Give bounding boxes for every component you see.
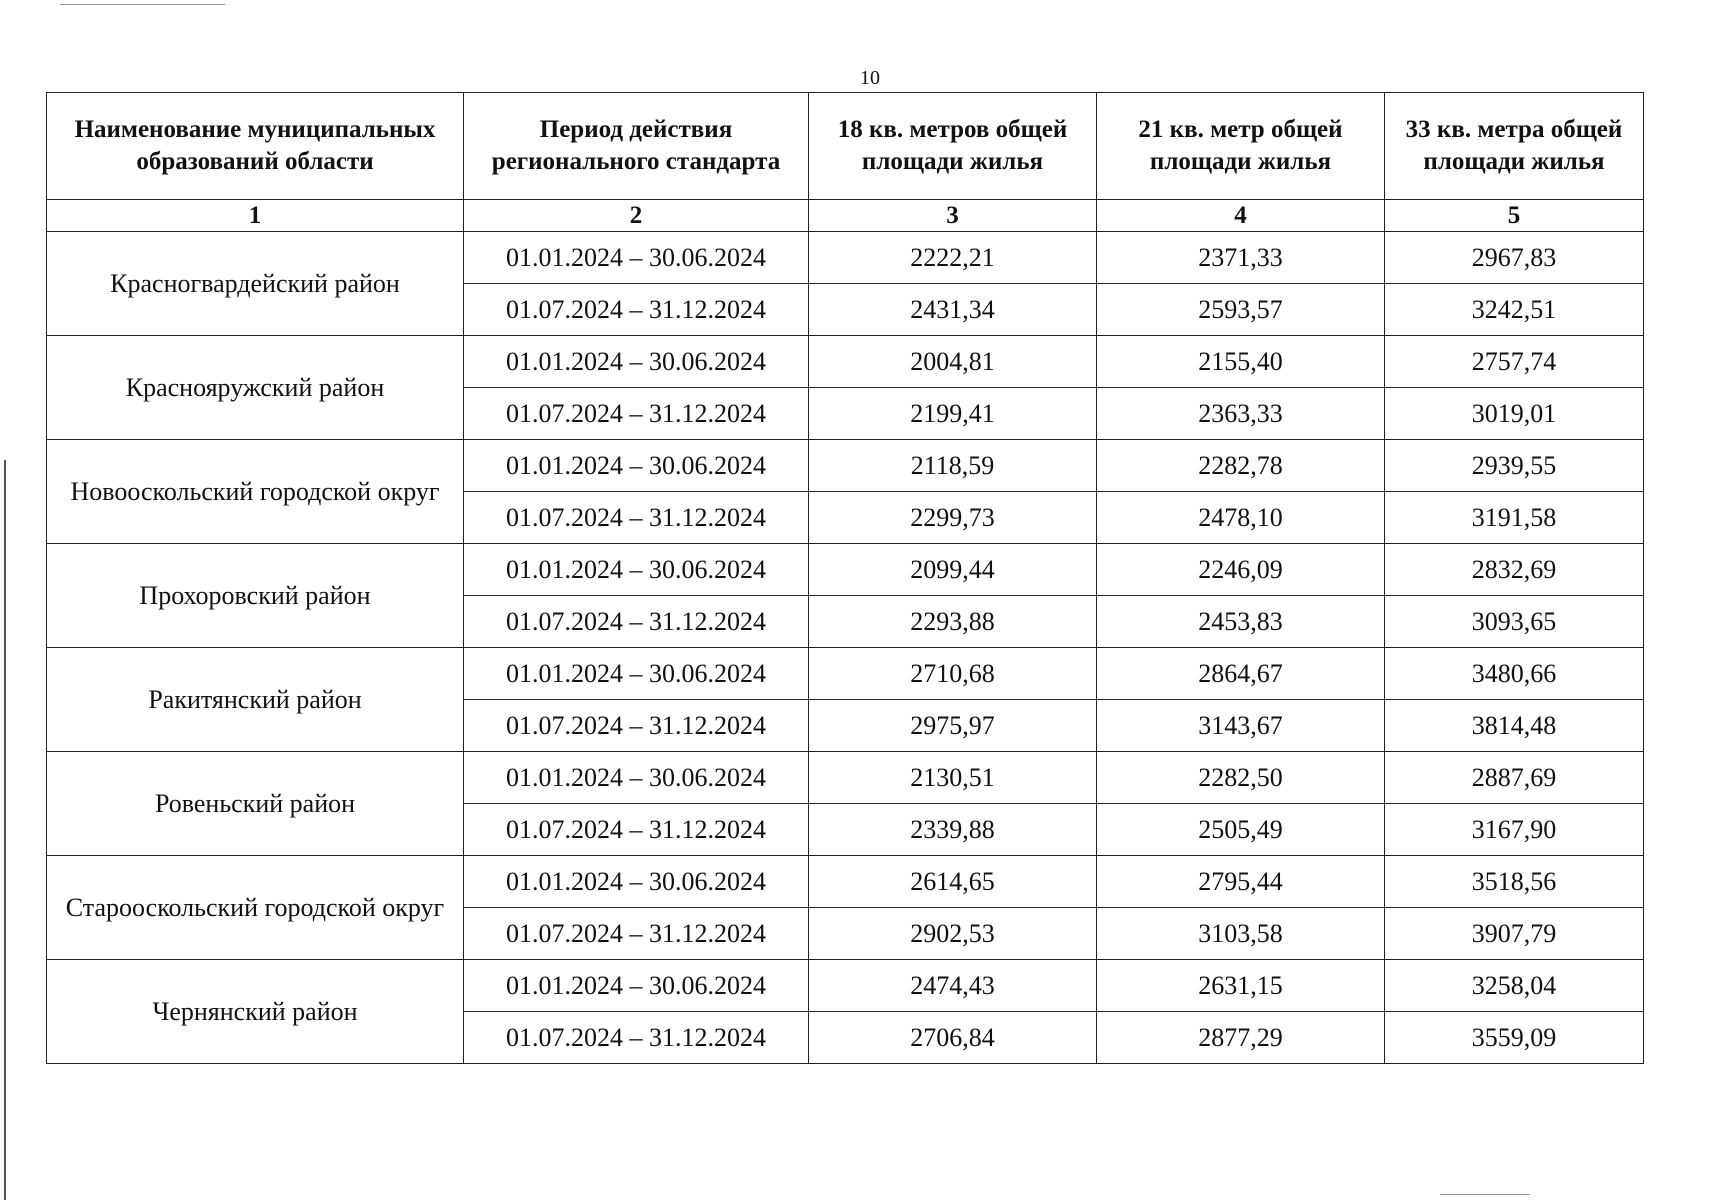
table-row bbox=[47, 544, 1644, 596]
municipality-name: Краснояружский район bbox=[47, 336, 464, 440]
header-33-sqm: 33 кв. метра общей площади жилья bbox=[1385, 93, 1644, 200]
table-row bbox=[47, 960, 1644, 1012]
period-cell: 01.01.2024 – 30.06.2024 bbox=[464, 440, 809, 492]
column-number: 4 bbox=[1097, 200, 1385, 232]
value-21-sqm: 2478,10 bbox=[1097, 492, 1385, 544]
value-21-sqm: 2505,49 bbox=[1097, 804, 1385, 856]
value-33-sqm: 2967,83 bbox=[1385, 232, 1644, 284]
value-33-sqm: 3559,09 bbox=[1385, 1012, 1644, 1064]
column-number: 5 bbox=[1385, 200, 1644, 232]
municipality-name: Прохоровский район bbox=[47, 544, 464, 648]
table-row bbox=[47, 648, 1644, 700]
value-21-sqm: 3103,58 bbox=[1097, 908, 1385, 960]
table-row bbox=[47, 232, 1644, 284]
period-cell: 01.01.2024 – 30.06.2024 bbox=[464, 544, 809, 596]
value-18-sqm: 2339,88 bbox=[809, 804, 1097, 856]
value-33-sqm: 2757,74 bbox=[1385, 336, 1644, 388]
column-number-row bbox=[47, 200, 1644, 232]
header-municipality: Наименование муниципальных образований области bbox=[47, 93, 464, 200]
value-18-sqm: 2099,44 bbox=[809, 544, 1097, 596]
value-21-sqm: 2282,78 bbox=[1097, 440, 1385, 492]
value-18-sqm: 2004,81 bbox=[809, 336, 1097, 388]
value-21-sqm: 2246,09 bbox=[1097, 544, 1385, 596]
value-33-sqm: 3907,79 bbox=[1385, 908, 1644, 960]
value-18-sqm: 2474,43 bbox=[809, 960, 1097, 1012]
value-18-sqm: 2222,21 bbox=[809, 232, 1097, 284]
period-cell: 01.07.2024 – 31.12.2024 bbox=[464, 908, 809, 960]
value-33-sqm: 3814,48 bbox=[1385, 700, 1644, 752]
municipality-name: Ракитянский район bbox=[47, 648, 464, 752]
period-cell: 01.01.2024 – 30.06.2024 bbox=[464, 336, 809, 388]
period-cell: 01.07.2024 – 31.12.2024 bbox=[464, 804, 809, 856]
value-33-sqm: 3167,90 bbox=[1385, 804, 1644, 856]
value-33-sqm: 3480,66 bbox=[1385, 648, 1644, 700]
value-21-sqm: 2282,50 bbox=[1097, 752, 1385, 804]
value-33-sqm: 2887,69 bbox=[1385, 752, 1644, 804]
period-cell: 01.01.2024 – 30.06.2024 bbox=[464, 232, 809, 284]
column-number: 3 bbox=[809, 200, 1097, 232]
table-row bbox=[47, 856, 1644, 908]
value-21-sqm: 2795,44 bbox=[1097, 856, 1385, 908]
period-cell: 01.01.2024 – 30.06.2024 bbox=[464, 752, 809, 804]
bottom-scan-rule bbox=[1440, 1194, 1530, 1195]
value-21-sqm: 2593,57 bbox=[1097, 284, 1385, 336]
period-cell: 01.01.2024 – 30.06.2024 bbox=[464, 856, 809, 908]
period-cell: 01.07.2024 – 31.12.2024 bbox=[464, 492, 809, 544]
table-row bbox=[47, 336, 1644, 388]
municipality-name: Старооскольский городской округ bbox=[47, 856, 464, 960]
value-33-sqm: 2832,69 bbox=[1385, 544, 1644, 596]
value-18-sqm: 2902,53 bbox=[809, 908, 1097, 960]
regional-standard-table bbox=[46, 92, 1644, 1064]
municipality-name: Ровеньский район bbox=[47, 752, 464, 856]
header-row bbox=[47, 93, 1644, 200]
table-row bbox=[47, 440, 1644, 492]
page-number: 10 bbox=[860, 67, 880, 89]
municipality-name: Новооскольский городской округ bbox=[47, 440, 464, 544]
value-33-sqm: 3191,58 bbox=[1385, 492, 1644, 544]
column-number: 2 bbox=[464, 200, 809, 232]
value-33-sqm: 3242,51 bbox=[1385, 284, 1644, 336]
value-18-sqm: 2130,51 bbox=[809, 752, 1097, 804]
value-18-sqm: 2199,41 bbox=[809, 388, 1097, 440]
header-18-sqm: 18 кв. метров общей площади жилья bbox=[809, 93, 1097, 200]
period-cell: 01.07.2024 – 31.12.2024 bbox=[464, 700, 809, 752]
header-period: Период действия регионального стандарта bbox=[464, 93, 809, 200]
value-33-sqm: 3518,56 bbox=[1385, 856, 1644, 908]
period-cell: 01.07.2024 – 31.12.2024 bbox=[464, 388, 809, 440]
value-21-sqm: 2631,15 bbox=[1097, 960, 1385, 1012]
period-cell: 01.01.2024 – 30.06.2024 bbox=[464, 960, 809, 1012]
value-21-sqm: 2864,67 bbox=[1097, 648, 1385, 700]
value-33-sqm: 3258,04 bbox=[1385, 960, 1644, 1012]
value-18-sqm: 2614,65 bbox=[809, 856, 1097, 908]
scan-margin-line bbox=[4, 460, 6, 1200]
table-row bbox=[47, 752, 1644, 804]
value-21-sqm: 2155,40 bbox=[1097, 336, 1385, 388]
municipality-name: Красногвардейский район bbox=[47, 232, 464, 336]
value-33-sqm: 3093,65 bbox=[1385, 596, 1644, 648]
value-21-sqm: 2877,29 bbox=[1097, 1012, 1385, 1064]
value-18-sqm: 2710,68 bbox=[809, 648, 1097, 700]
value-18-sqm: 2299,73 bbox=[809, 492, 1097, 544]
value-33-sqm: 2939,55 bbox=[1385, 440, 1644, 492]
period-cell: 01.07.2024 – 31.12.2024 bbox=[464, 596, 809, 648]
top-scan-rule bbox=[60, 4, 225, 5]
header-21-sqm: 21 кв. метр общей площади жилья bbox=[1097, 93, 1385, 200]
value-21-sqm: 2453,83 bbox=[1097, 596, 1385, 648]
value-18-sqm: 2293,88 bbox=[809, 596, 1097, 648]
value-21-sqm: 3143,67 bbox=[1097, 700, 1385, 752]
value-33-sqm: 3019,01 bbox=[1385, 388, 1644, 440]
value-18-sqm: 2431,34 bbox=[809, 284, 1097, 336]
value-18-sqm: 2975,97 bbox=[809, 700, 1097, 752]
period-cell: 01.07.2024 – 31.12.2024 bbox=[464, 1012, 809, 1064]
value-18-sqm: 2706,84 bbox=[809, 1012, 1097, 1064]
period-cell: 01.01.2024 – 30.06.2024 bbox=[464, 648, 809, 700]
column-number: 1 bbox=[47, 200, 464, 232]
value-21-sqm: 2371,33 bbox=[1097, 232, 1385, 284]
period-cell: 01.07.2024 – 31.12.2024 bbox=[464, 284, 809, 336]
municipality-name: Чернянский район bbox=[47, 960, 464, 1064]
value-21-sqm: 2363,33 bbox=[1097, 388, 1385, 440]
value-18-sqm: 2118,59 bbox=[809, 440, 1097, 492]
